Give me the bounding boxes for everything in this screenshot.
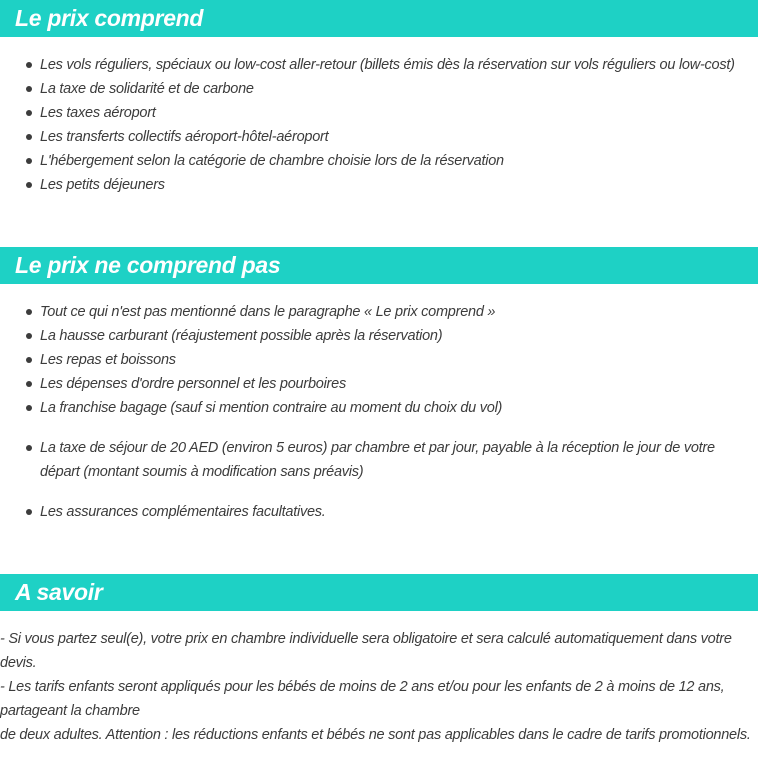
list-item <box>0 500 758 524</box>
bullet-icon <box>26 405 32 411</box>
list-item <box>0 101 758 125</box>
list-item <box>0 396 758 420</box>
list-item-text: Les repas et boissons <box>40 352 176 368</box>
bullet-icon <box>26 86 32 92</box>
info-section-header <box>0 574 758 611</box>
info-line: - Les tarifs enfants seront appliqués pour les bébés de moins de 2 ans et/ou pour les enfants de 2 à moins de 12 ans, partageant la chambre <box>0 679 725 719</box>
list-item <box>0 125 758 149</box>
list-item <box>0 77 758 101</box>
list-item-text: La hausse carburant (réajustement possible après la réservation) <box>40 328 443 344</box>
bullet-icon <box>26 182 32 188</box>
included-section-title: Le prix comprend <box>15 5 204 31</box>
list-item-text: Les petits déjeuners <box>40 177 165 193</box>
bullet-icon <box>26 357 32 363</box>
info-line: - Si vous partez seul(e), votre prix en chambre individuelle sera obligatoire et sera calculé automatiquement dans votre devis. <box>0 631 732 671</box>
list-item <box>0 348 758 372</box>
list-item-text: Les assurances complémentaires facultatives. <box>40 504 326 520</box>
bullet-icon <box>26 158 32 164</box>
bullet-icon <box>26 62 32 68</box>
bullet-icon <box>26 333 32 339</box>
list-item-text: Les vols réguliers, spéciaux ou low-cost aller-retour (billets émis dès la réservation sur vols réguliers ou low-cost) <box>40 57 735 73</box>
bullet-icon <box>26 381 32 387</box>
bullet-icon <box>26 445 32 451</box>
list-item-text: Les dépenses d'ordre personnel et les pourboires <box>40 376 346 392</box>
included-list <box>0 53 758 197</box>
info-notes <box>0 627 758 747</box>
bullet-icon <box>26 134 32 140</box>
bullet-icon <box>26 509 32 515</box>
list-item <box>0 436 758 484</box>
excluded-section-header <box>0 247 758 284</box>
list-item-text: La franchise bagage (sauf si mention contraire au moment du choix du vol) <box>40 400 503 416</box>
list-item <box>0 300 758 324</box>
list-item-text: Les transferts collectifs aéroport-hôtel-aéroport <box>40 129 329 145</box>
list-item <box>0 53 758 77</box>
list-item-text: Les taxes aéroport <box>40 105 156 121</box>
info-line: de deux adultes. Attention : les réductions enfants et bébés ne sont pas applicables dans le cadre de tarifs promotionnels. <box>0 727 751 743</box>
list-item <box>0 372 758 396</box>
list-item <box>0 173 758 197</box>
list-item-text: Tout ce qui n'est pas mentionné dans le paragraphe « Le prix comprend » <box>40 304 496 320</box>
excluded-section-title: Le prix ne comprend pas <box>15 252 281 278</box>
included-section-header <box>0 0 758 37</box>
list-item <box>0 149 758 173</box>
bullet-icon <box>26 309 32 315</box>
excluded-list <box>0 300 758 524</box>
list-item-text: La taxe de solidarité et de carbone <box>40 81 254 97</box>
info-section-title: A savoir <box>15 579 103 605</box>
list-item <box>0 324 758 348</box>
list-item-text: L'hébergement selon la catégorie de chambre choisie lors de la réservation <box>40 153 504 169</box>
bullet-icon <box>26 110 32 116</box>
list-item-text: La taxe de séjour de 20 AED (environ 5 euros) par chambre et par jour, payable à la réception le jour de votre départ (montant soumis à modification sans préavis) <box>40 440 715 480</box>
